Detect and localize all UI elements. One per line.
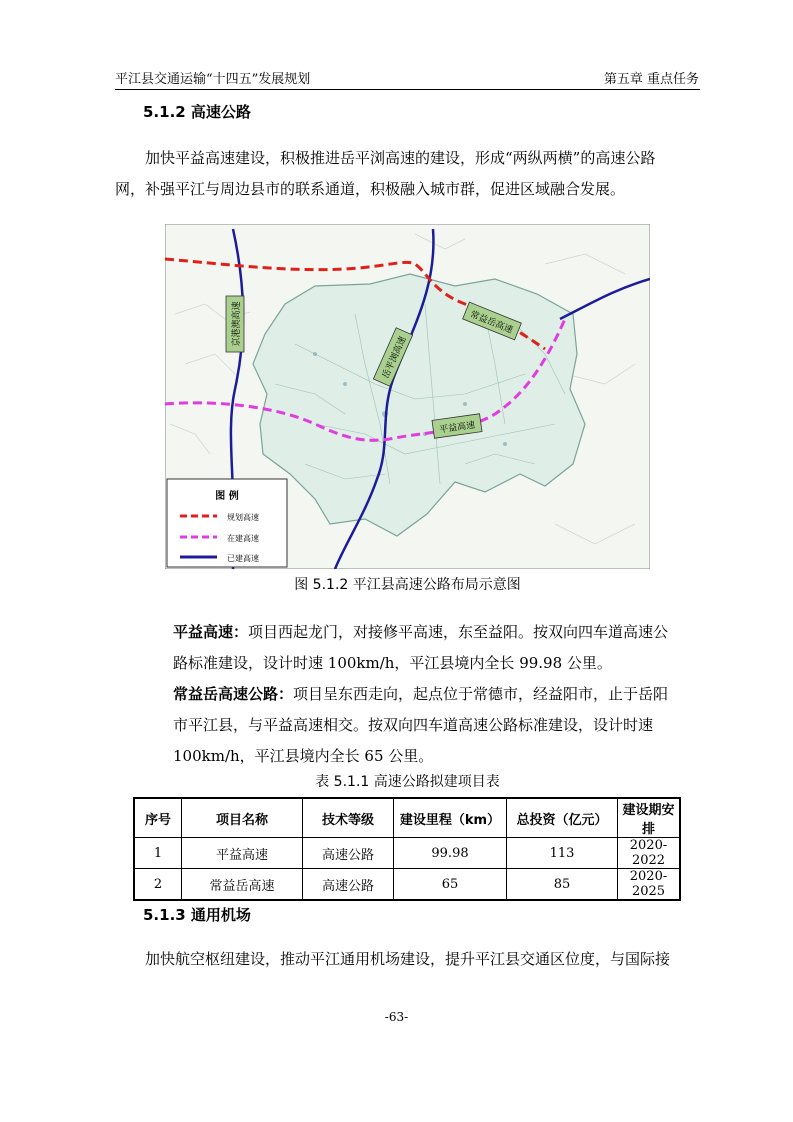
legend-item-built: 已建高速	[227, 554, 259, 563]
table-row	[134, 838, 680, 869]
cell-investment: 85	[507, 869, 618, 901]
jinggang-label	[226, 296, 244, 352]
table-caption: 表 5.1.1 高速公路拟建项目表	[315, 774, 500, 790]
airport-paragraph: 加快航空枢纽建设，推动平江通用机场建设，提升平江县交通区位度，与国际接	[145, 950, 671, 968]
cell-schedule: 2020-2022	[618, 838, 681, 869]
cell-project-name: 常益岳高速	[182, 869, 303, 901]
changyiyue-desc-line-2: 市平江县，与平益高速相交。按双向四车道高速公路标准建设，设计时速	[173, 716, 654, 734]
changyiyue-term: 常益岳高速公路：	[173, 685, 294, 703]
cell-project-name: 平益高速	[182, 838, 303, 869]
table-row	[134, 869, 680, 901]
svg-text:岳平浏高速: 岳平浏高速	[381, 335, 409, 381]
intro-paragraph	[115, 143, 715, 205]
svg-text:京港澳高速: 京港澳高速	[232, 301, 242, 347]
cell-schedule: 2020-2025	[618, 869, 681, 901]
running-header-chapter: 第五章 重点任务	[603, 72, 699, 87]
svg-text:平益高速: 平益高速	[438, 420, 476, 436]
cell-mileage: 99.98	[394, 838, 507, 869]
section-heading-5-1-2: 5.1.2 高速公路	[143, 103, 251, 121]
cell-index: 2	[134, 869, 182, 901]
project-descriptions	[115, 617, 715, 772]
figure-caption: 图 5.1.2 平江县高速公路布局示意图	[294, 577, 521, 593]
th-index: 序号	[134, 798, 182, 838]
intro-line-1: 加快平益高速建设，积极推进岳平浏高速的建设，形成“两纵两横”的高速公路	[145, 149, 656, 167]
th-project-name: 项目名称	[182, 798, 303, 838]
cell-index: 1	[134, 838, 182, 869]
changyiyue-desc-line-3: 100km/h，平江县境内全长 65 公里。	[173, 747, 434, 765]
map-legend	[167, 479, 287, 567]
expressway-map	[165, 224, 650, 569]
th-mileage: 建设里程（km）	[394, 798, 507, 838]
cell-tech-grade: 高速公路	[303, 838, 394, 869]
pingyi-desc-line-1: 平益高速：项目西起龙门，对接修平高速，东至益阳。按双向四车道高速公	[173, 623, 669, 641]
cell-mileage: 65	[394, 869, 507, 901]
section-heading-5-1-3: 5.1.3 通用机场	[143, 906, 251, 924]
intro-line-2: 网，补强平江与周边县市的联系通道，积极融入城市群，促进区域融合发展。	[115, 180, 626, 198]
legend-title: 图 例	[215, 491, 239, 502]
running-header-title: 平江县交通运输“十四五”发展规划	[115, 72, 311, 87]
cell-tech-grade: 高速公路	[303, 869, 394, 901]
th-tech-grade: 技术等级	[303, 798, 394, 838]
legend-item-planned: 规划高速	[227, 513, 259, 522]
cell-investment: 113	[507, 838, 618, 869]
pingyi-desc-line-2: 路标准建设，设计时速 100km/h，平江县境内全长 99.98 公里。	[173, 654, 612, 672]
pingyi-term: 平益高速：	[173, 623, 249, 641]
page-number: -63-	[384, 1010, 409, 1024]
legend-item-under-construction: 在建高速	[227, 534, 259, 543]
expressway-project-table	[133, 797, 681, 901]
table-header-row	[134, 798, 680, 838]
changyiyue-desc-line-1: 常益岳高速公路：项目呈东西走向，起点位于常德市，经益阳市，止于岳阳	[173, 685, 669, 703]
svg-text:常益岳高速: 常益岳高速	[468, 309, 514, 336]
th-investment: 总投资（亿元）	[507, 798, 618, 838]
header-rule	[115, 89, 700, 90]
th-schedule: 建设期安排	[618, 798, 681, 838]
